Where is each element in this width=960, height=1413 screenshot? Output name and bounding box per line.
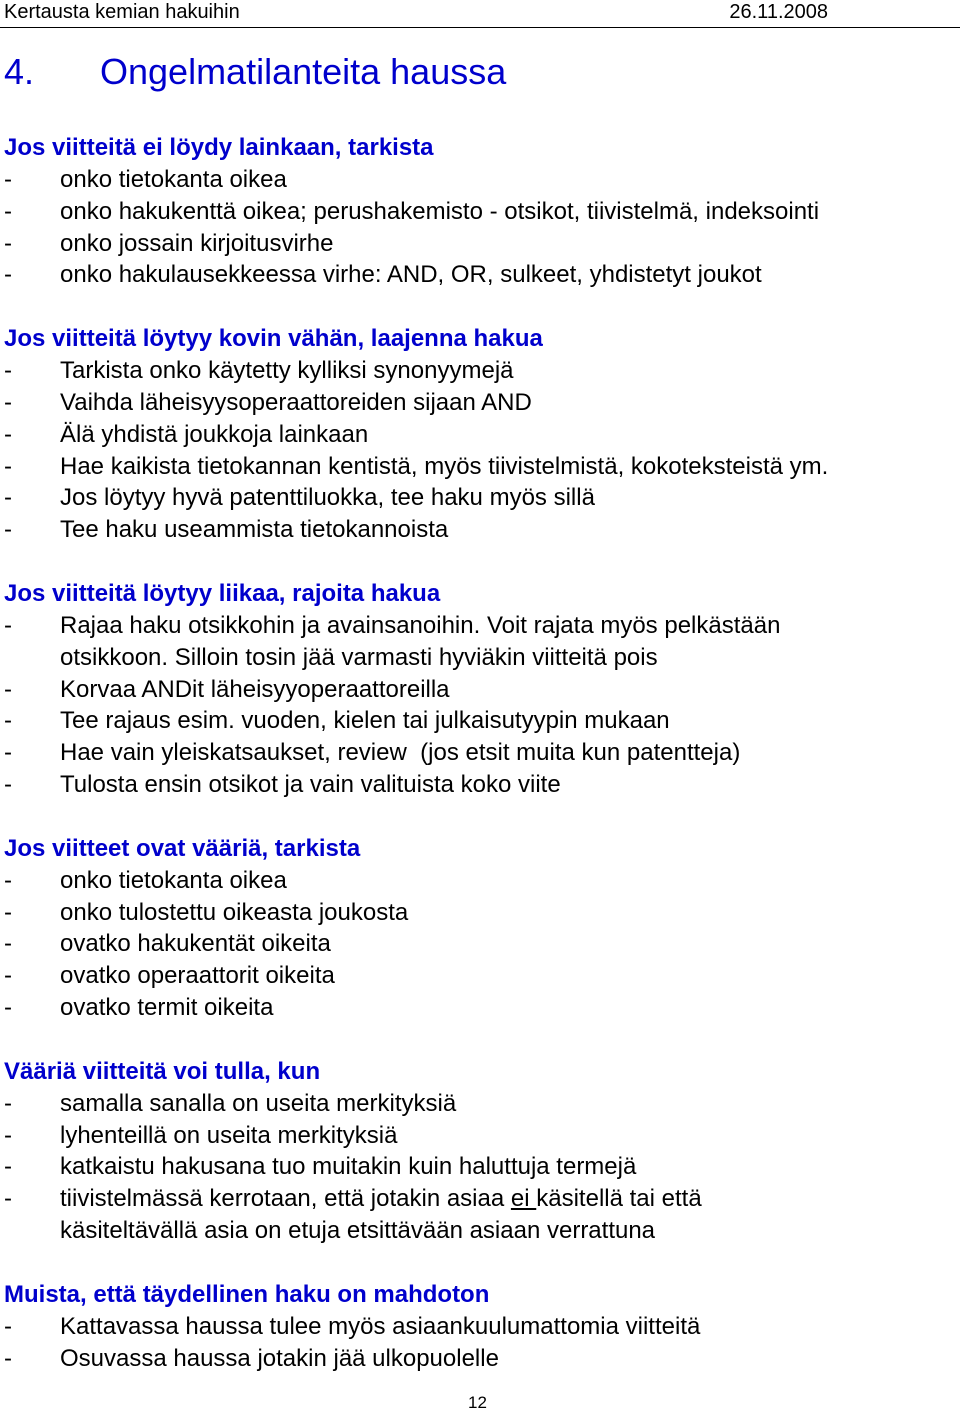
list-item: - Hae kaikista tietokannan kentistä, myös tiivistelmistä, kokoteksteistä ym.: [4, 451, 954, 483]
bullet-dash: -: [4, 420, 12, 448]
bullet-dash: -: [4, 484, 12, 512]
section-too-many-results: [4, 578, 954, 801]
list-item: - onko tulostettu oikeasta joukosta: [4, 897, 954, 929]
bullet-dash: -: [4, 516, 12, 544]
bullet-dash: -: [4, 770, 12, 798]
list-item: - ovatko termit oikeita: [4, 992, 954, 1024]
document-body: [4, 132, 954, 1374]
section-title: Muista, että täydellinen haku on mahdoton: [4, 1280, 490, 1308]
section-title: Jos viitteitä ei löydy lainkaan, tarkista: [4, 134, 434, 161]
list-item: - katkaistu hakusana tuo muitakin kuin haluttuja termejä: [4, 1151, 954, 1183]
list-item: - samalla sanalla on useita merkityksiä: [4, 1088, 954, 1120]
list-item: - Kattavassa haussa tulee myös asiaankuulumattomia viitteitä: [4, 1311, 954, 1343]
restrict-list: [4, 610, 954, 801]
bullet-dash: -: [4, 357, 12, 385]
section-perfect-search: [4, 1279, 954, 1375]
bullet-dash: -: [4, 1344, 12, 1372]
section-wrong-result-causes: [4, 1056, 954, 1247]
list-item: - Osuvassa haussa jotakin jää ulkopuolelle: [4, 1343, 954, 1375]
header-document-title: Kertausta kemian hakuihin: [4, 1, 240, 23]
bullet-dash: -: [4, 388, 12, 416]
header-date: 26.11.2008: [729, 1, 828, 23]
bullet-dash: -: [4, 1185, 12, 1213]
bullet-dash: -: [4, 993, 12, 1021]
page-number: 12: [468, 1393, 487, 1412]
bullet-dash: -: [4, 611, 12, 639]
chapter-heading: [4, 47, 506, 97]
list-item: - ovatko operaattorit oikeita: [4, 960, 954, 992]
section-title: Vääriä viitteitä voi tulla, kun: [4, 1057, 321, 1085]
list-item: - Tee rajaus esim. vuoden, kielen tai julkaisutyypin mukaan: [4, 705, 954, 737]
list-item: - tiivistelmässä kerrotaan, että jotakin asiaa ei käsitellä tai että käsiteltävällä asia on etuja etsittävään asiaan verrattuna: [4, 1185, 702, 1244]
list-item: - Tee haku useammista tietokannoista: [4, 514, 954, 546]
bullet-dash: -: [4, 166, 12, 193]
bullet-dash: -: [4, 898, 12, 926]
chapter-title: Ongelmatilanteita haussa: [100, 51, 507, 92]
list-item: - Vaihda läheisyysoperaattoreiden sijaan AND: [4, 387, 954, 419]
bullet-dash: -: [4, 675, 12, 703]
causes-list: [4, 1088, 954, 1247]
bullet-dash: -: [4, 261, 12, 289]
bullet-dash: -: [4, 1312, 12, 1340]
section-no-results: [4, 132, 954, 291]
list-item: - ovatko hakukentät oikeita: [4, 928, 954, 960]
page-header: [0, 0, 960, 28]
list-item: - lyhenteillä on useita merkityksiä: [4, 1120, 954, 1152]
section-few-results: [4, 323, 954, 546]
bullet-dash: -: [4, 930, 12, 958]
bullet-dash: -: [4, 739, 12, 767]
bullet-dash: -: [4, 962, 12, 990]
list-item: - Tulosta ensin otsikot ja vain valituista koko viite: [4, 769, 954, 801]
bullet-dash: -: [4, 866, 12, 894]
check-list: [4, 164, 954, 291]
list-item: - Jos löytyy hyvä patenttiluokka, tee haku myös sillä: [4, 482, 954, 514]
section-title: Jos viitteitä löytyy liikaa, rajoita hakua: [4, 579, 441, 607]
bullet-dash: -: [4, 707, 12, 735]
bullet-dash: -: [4, 1153, 12, 1181]
reminder-list: [4, 1311, 954, 1375]
list-item: - Hae vain yleiskatsaukset, review (jos etsit muita kun patentteja): [4, 737, 954, 769]
bullet-dash: -: [4, 197, 12, 225]
list-item: - onko jossain kirjoitusvirhe: [4, 228, 954, 260]
list-item: - onko tietokanta oikea: [4, 865, 954, 897]
section-title: Jos viitteitä löytyy kovin vähän, laajenna hakua: [4, 325, 543, 353]
underlined-word: ei: [510, 1185, 537, 1213]
bullet-dash: -: [4, 452, 12, 480]
chapter-number: 4.: [4, 51, 35, 92]
list-item: - Rajaa haku otsikkohin ja avainsanoihin. Voit rajata myös pelkästään otsikkoon. Silloin tosin jää varmasti hyviäkin viitteitä pois: [4, 611, 781, 671]
bullet-dash: -: [4, 1121, 12, 1149]
list-item: - onko hakulausekkeessa virhe: AND, OR, sulkeet, yhdistetyt joukot: [4, 259, 954, 291]
bullet-dash: -: [4, 229, 12, 257]
list-item: - Tarkista onko käytetty kylliksi synonyymejä: [4, 355, 954, 387]
list-item: - Korvaa ANDit läheisyyoperaattoreilla: [4, 674, 954, 706]
section-title: Jos viitteet ovat vääriä, tarkista: [4, 834, 361, 862]
verify-list: [4, 865, 954, 1024]
section-wrong-results: [4, 833, 954, 1024]
list-item: - onko tietokanta oikea: [4, 164, 954, 196]
list-item: - Älä yhdistä joukkoja lainkaan: [4, 419, 954, 451]
list-item: - onko hakukenttä oikea; perushakemisto - otsikot, tiivistelmä, indeksointi: [4, 196, 954, 228]
bullet-dash: -: [4, 1089, 12, 1117]
broaden-list: [4, 355, 954, 546]
